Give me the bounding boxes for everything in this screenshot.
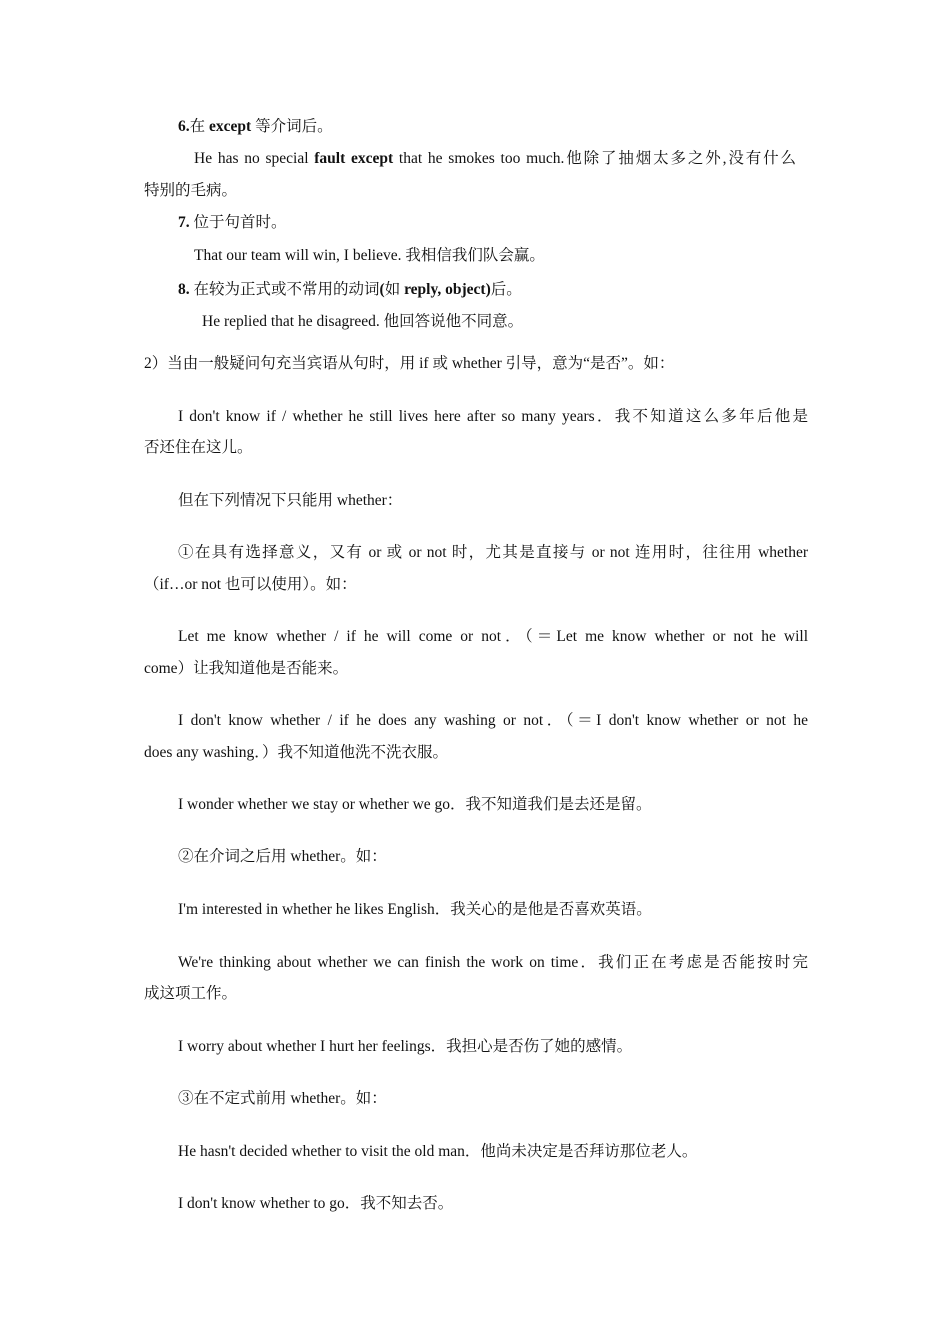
- example-line: [194, 245, 858, 267]
- text-run: He replied that he disagreed. 他回答说他不同意。: [202, 313, 524, 330]
- text-run: 但在下列情况下只能用 whether：: [178, 492, 403, 509]
- rule-line: [178, 1088, 842, 1110]
- example-line: [178, 1141, 842, 1163]
- section-heading-8: [178, 279, 842, 301]
- example-line: [144, 437, 808, 459]
- text-run: 在: [189, 118, 210, 135]
- text-run: does any washing．）我不知道他洗不洗衣服。: [144, 744, 448, 761]
- example-line: [178, 952, 808, 974]
- text-run: I wonder whether we stay or whether we go．我不知道我们是去还是留。: [178, 796, 652, 813]
- text-run: 否还住在这儿。: [144, 439, 253, 456]
- text-run: 在较为正式或不常用的动词: [189, 281, 380, 298]
- text-run: I'm interested in whether he likes English．我关心的是他是否喜欢英语。: [178, 901, 652, 918]
- example-line: [178, 406, 808, 428]
- rule-line: [178, 542, 808, 564]
- text-run: I worry about whether I hurt her feelings．我担心是否伤了她的感情。: [178, 1038, 633, 1055]
- rule-line: [178, 846, 842, 868]
- text-run: （if…or not 也可以使用）。如：: [144, 576, 357, 593]
- text-run: He hasn't decided whether to visit the old man．他尚未决定是否拜访那位老人。: [178, 1143, 698, 1160]
- text-run: I don't know if / whether he still lives here after so many years．我不知道这么多年后他是: [178, 408, 808, 425]
- example-line: [194, 148, 796, 170]
- text-run: ②在介词之后用 whether。如：: [178, 848, 387, 865]
- bold-text: (: [379, 281, 385, 298]
- example-line: [144, 658, 808, 680]
- example-line: [144, 180, 808, 202]
- example-line: [178, 1193, 842, 1215]
- note-line: [178, 490, 842, 512]
- text-run: that he smokes too much.他除了抽烟太多之外,没有什么: [393, 150, 796, 167]
- text-run: He has no special: [194, 150, 315, 167]
- example-line: [178, 1036, 842, 1058]
- bold-text: except: [209, 118, 252, 135]
- example-line: [178, 710, 808, 732]
- example-line: [178, 626, 808, 648]
- section-heading-6: [178, 116, 842, 138]
- example-line: [178, 794, 842, 816]
- text-run: 成这项工作。: [144, 985, 238, 1002]
- text-run: We're thinking about whether we can finish the work on time．我们正在考虑是否能按时完: [178, 954, 808, 971]
- text-run: 后。: [490, 281, 522, 298]
- text-run: 位于句首时。: [189, 214, 287, 231]
- text-run: 特别的毛病。: [144, 182, 238, 199]
- bold-text: 8.: [178, 281, 190, 298]
- text-run: ③在不定式前用 whether。如：: [178, 1090, 387, 1107]
- example-line: [144, 742, 808, 764]
- text-run: 如: [384, 281, 405, 298]
- text-run: come）让我知道他是否能来。: [144, 660, 349, 677]
- example-line: [144, 983, 808, 1005]
- rule-line: [144, 574, 808, 596]
- section-heading-7: [178, 212, 842, 234]
- text-run: 2）当由一般疑问句充当宾语从句时，用 if 或 whether 引导，意为“是否”。如：: [144, 355, 675, 372]
- bold-text: reply, object): [404, 281, 491, 298]
- text-run: That our team will win, I believe. 我相信我们队会赢。: [194, 247, 545, 264]
- text-run: 等介词后。: [251, 118, 333, 135]
- example-line: [202, 311, 866, 333]
- text-run: I don't know whether to go．我不知去否。: [178, 1195, 454, 1212]
- bold-text: 7.: [178, 214, 190, 231]
- text-run: Let me know whether / if he will come or not．（＝Let me know whether or not he will: [178, 628, 808, 645]
- example-line: [178, 899, 842, 921]
- section-heading-2: [144, 353, 808, 375]
- text-run: ①在具有选择意义，又有 or 或 or not 时，尤其是直接与 or not 连用时，往往用 whether: [178, 544, 808, 561]
- bold-text: 6.: [178, 118, 190, 135]
- bold-text: fault except: [314, 150, 394, 167]
- text-run: I don't know whether / if he does any washing or not．（＝I don't know whether or not he: [178, 712, 808, 729]
